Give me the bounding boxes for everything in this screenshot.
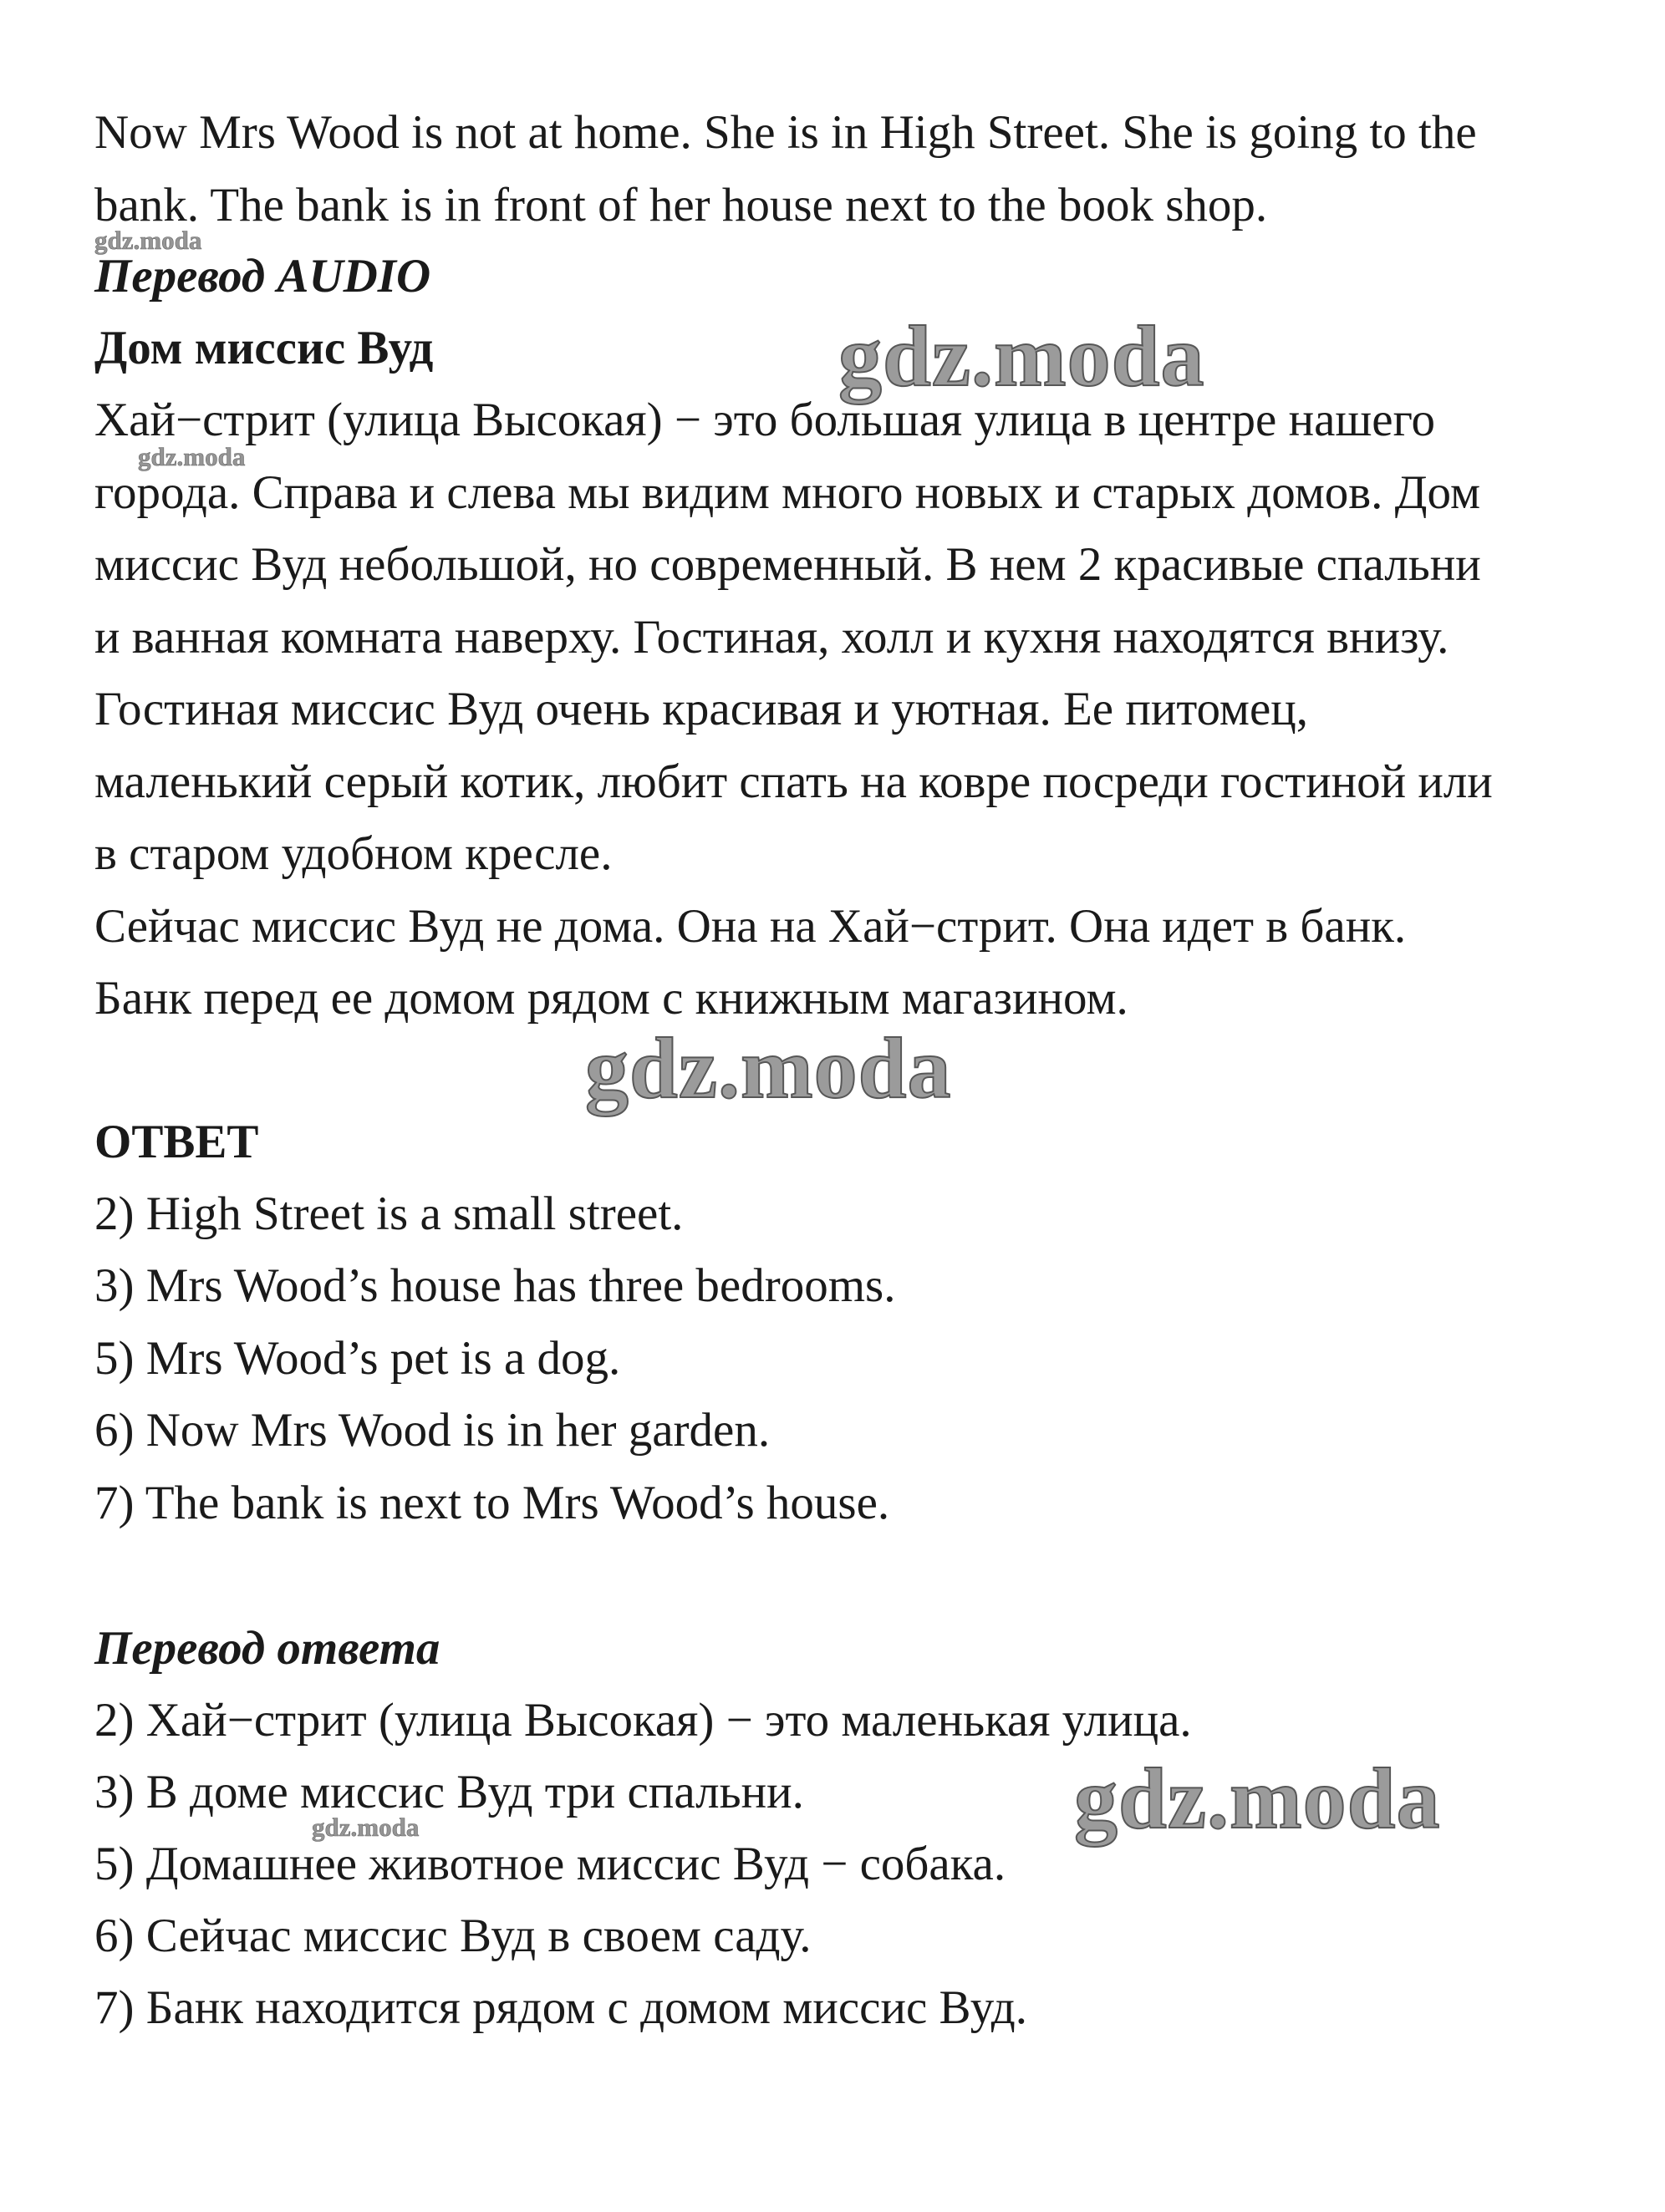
translation-line: в старом удобном кресле.: [94, 827, 613, 880]
translation-line: Гостиная миссис Вуд очень красивая и уютная. Ее питомец,: [94, 683, 1309, 735]
translation-audio-title: Дом миссис Вуд: [94, 322, 434, 374]
translation-line: Хай−стрит (улица Высокая) − это большая улица в центре нашего: [94, 394, 1436, 446]
answer-translation-item: 6) Сейчас миссис Вуд в своем саду.: [94, 1909, 812, 1962]
answer-translation-item: 2) Хай−стрит (улица Высокая) − это маленькая улица.: [94, 1694, 1192, 1747]
translation-line: Сейчас миссис Вуд не дома. Она на Хай−стрит. Она идет в банк.: [94, 900, 1407, 953]
answer-translation-heading: Перевод ответа: [94, 1622, 440, 1675]
watermark: gdz.moda: [94, 226, 202, 255]
answer-item: 7) The bank is next to Mrs Wood’s house.: [94, 1477, 890, 1529]
watermark: gdz.moda: [838, 308, 1205, 404]
answer-translation-item: 3) В доме миссис Вуд три спальни.: [94, 1766, 804, 1818]
intro-line-2: bank. The bank is in front of her house next to the book shop.: [94, 179, 1268, 231]
translation-line: города. Справа и слева мы видим много новых и старых домов. Дом: [94, 466, 1481, 519]
watermark: gdz.moda: [138, 442, 246, 471]
answer-item: 3) Mrs Wood’s house has three bedrooms.: [94, 1259, 896, 1312]
translation-line: Банк перед ее домом рядом с книжным магазином.: [94, 972, 1128, 1025]
answer-translation-item: 5) Домашнее животное миссис Вуд − собака.: [94, 1838, 1006, 1890]
answer-item: 6) Now Mrs Wood is in her garden.: [94, 1404, 771, 1457]
watermark: gdz.moda: [585, 1020, 952, 1116]
translation-line: и ванная комната наверху. Гостиная, холл и кухня находятся внизу.: [94, 611, 1449, 664]
answer-translation-item: 7) Банк находится рядом с домом миссис Вуд.: [94, 1981, 1027, 2034]
answer-item: 2) High Street is a small street.: [94, 1187, 684, 1240]
translation-line: миссис Вуд небольшой, но современный. В нем 2 красивые спальни: [94, 538, 1481, 591]
translation-audio-heading: Перевод AUDIO: [94, 250, 431, 303]
answer-item: 5) Mrs Wood’s pet is a dog.: [94, 1332, 621, 1385]
intro-line-1: Now Mrs Wood is not at home. She is in High Street. She is going to the: [94, 106, 1477, 159]
watermark: gdz.moda: [1074, 1751, 1441, 1847]
watermark: gdz.moda: [312, 1813, 420, 1842]
translation-line: маленький серый котик, любит спать на ковре посреди гостиной или: [94, 755, 1493, 808]
answer-heading: ОТВЕТ: [94, 1116, 259, 1168]
